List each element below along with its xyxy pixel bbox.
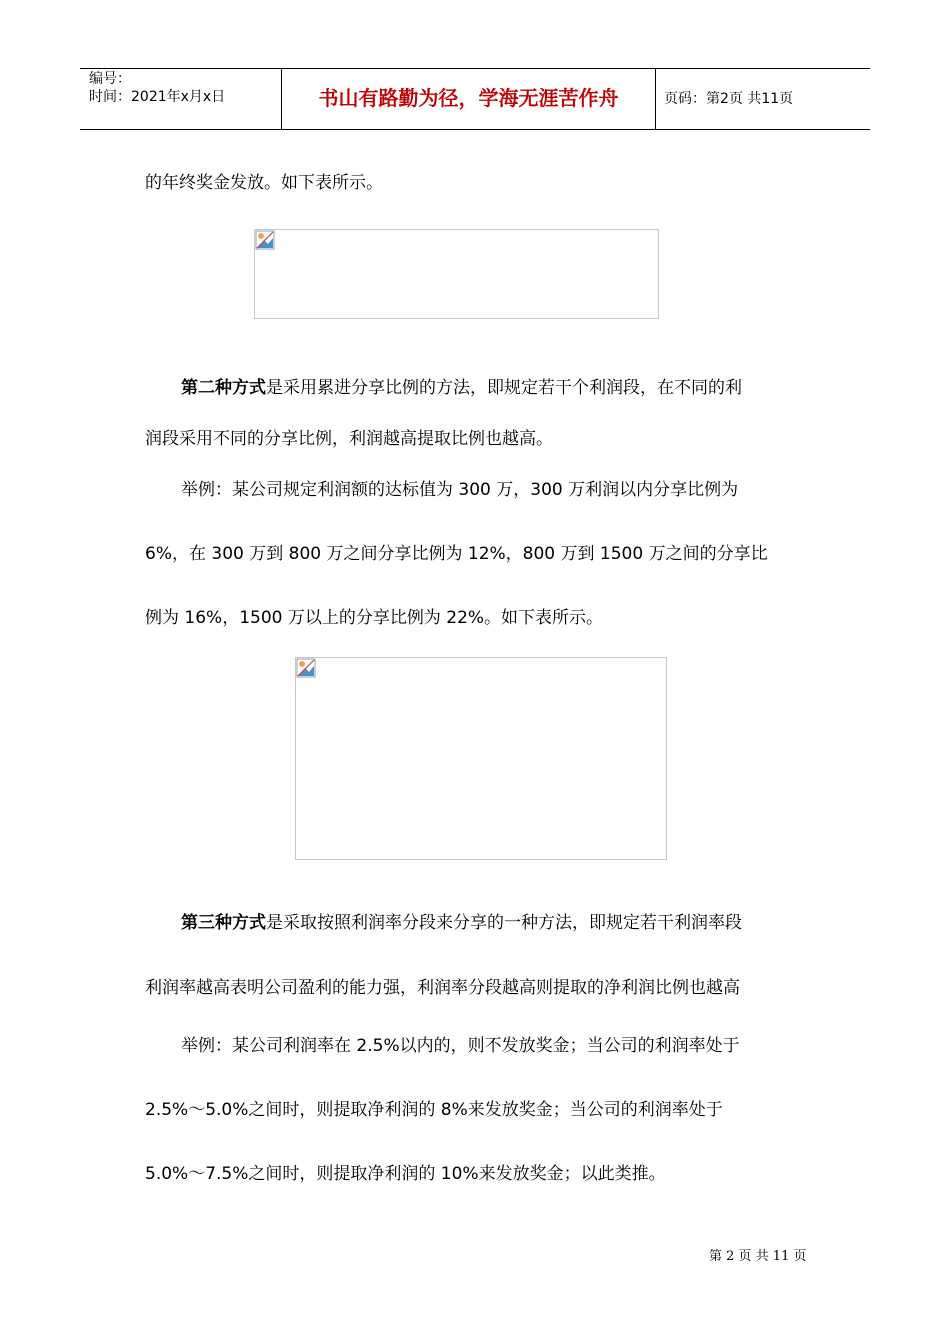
paragraph-1: 的年终奖金发放。如下表所示。	[145, 173, 383, 193]
paragraph-2	[181, 376, 846, 400]
paragraph-4: 举例：某公司规定利润额的达标值为 300 万，300 万利润以内分享比例为	[181, 480, 739, 500]
header-motto-cell	[281, 69, 656, 129]
embedded-table-image-2	[295, 657, 667, 860]
header-page-info: 页码：第2页 共11页	[664, 91, 794, 107]
paragraph-3: 润段采用不同的分享比例，利润越高提取比例也越高。	[145, 429, 553, 449]
broken-image-icon	[255, 230, 275, 250]
time-label: 时间：2021年x月x日	[89, 89, 226, 105]
header-page-cell	[655, 69, 870, 129]
embedded-table-image-1	[254, 229, 659, 319]
motto-text: 书山有路勤为径，学海无涯苦作舟	[318, 86, 619, 110]
paragraph-2-bold: 第二种方式	[181, 378, 266, 398]
paragraph-10: 2.5%～5.0%之间时，则提取净利润的 8%来发放奖金；当公司的利润率处于	[145, 1100, 723, 1120]
paragraph-2-text: 是采用累进分享比例的方法，即规定若干个利润段，在不同的利	[266, 378, 742, 398]
broken-image-icon	[296, 658, 316, 678]
header-meta-cell	[80, 69, 281, 129]
footer-page-number: 第 2 页 共 11 页	[709, 1249, 807, 1264]
paragraph-11: 5.0%～7.5%之间时，则提取净利润的 10%来发放奖金；以此类推。	[145, 1164, 666, 1184]
paragraph-7-bold: 第三种方式	[181, 913, 266, 933]
number-label: 编号：	[89, 71, 131, 87]
paragraph-6: 例为 16%，1500 万以上的分享比例为 22%。如下表所示。	[145, 608, 604, 628]
paragraph-7	[181, 911, 846, 935]
paragraph-7-text: 是采取按照利润率分段来分享的一种方法，即规定若干利润率段	[266, 913, 742, 933]
paragraph-5: 6%，在 300 万到 800 万之间分享比例为 12%，800 万到 1500 万之间的分享比	[145, 544, 768, 564]
document-header	[80, 68, 870, 130]
paragraph-9: 举例：某公司利润率在 2.5%以内的，则不发放奖金；当公司的利润率处于	[181, 1036, 740, 1056]
paragraph-8: 利润率越高表明公司盈利的能力强，利润率分段越高则提取的净利润比例也越高	[145, 978, 740, 998]
